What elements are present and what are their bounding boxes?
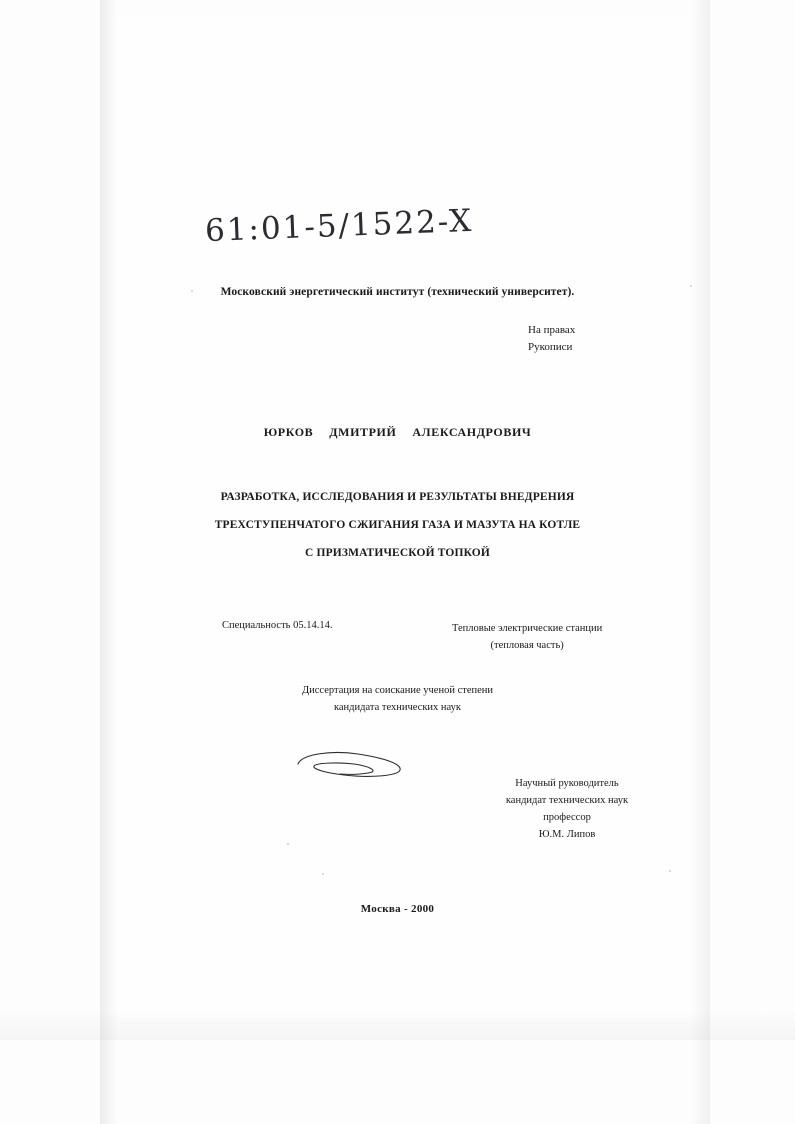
speciality-name: Тепловые электрические станции [452, 623, 603, 634]
supervisor-role: Научный руководитель [515, 778, 619, 789]
rights-line-2: Рукописи [528, 341, 573, 354]
title-line-3: С ПРИЗМАТИЧЕСКОЙ ТОПКОЙ [305, 547, 490, 560]
manuscript-rights-block [528, 322, 575, 356]
handwritten-signature [292, 748, 410, 784]
supervisor-rank: профессор [543, 812, 591, 823]
institute-name: Московский энергетический институт (технический университет). [220, 286, 575, 298]
scan-speck [669, 870, 671, 872]
degree-line-2: кандидата технических наук [333, 701, 462, 713]
scan-speck [322, 873, 324, 875]
degree-line-1: Диссертация на соискание ученой степени [301, 685, 494, 696]
city-and-year: Москва - 2000 [360, 903, 435, 915]
supervisor-block [452, 775, 682, 843]
author-first-name: ДМИТРИЙ [329, 425, 397, 439]
speciality-code: Специальность 05.14.14. [222, 620, 333, 631]
author-patronymic: АЛЕКСАНДРОВИЧ [412, 425, 532, 439]
degree-statement [0, 683, 795, 717]
supervisor-name: Ю.М. Липов [538, 829, 596, 840]
speciality-name-block [452, 620, 602, 655]
dissertation-title [0, 483, 795, 568]
author-last-name: ЮРКОВ [263, 425, 314, 439]
title-line-2: ТРЕХСТУПЕНЧАТОГО СЖИГАНИЯ ГАЗА И МАЗУТА НА КОТЛЕ [214, 519, 581, 532]
scan-speck [287, 843, 289, 845]
title-line-1: РАЗРАБОТКА, ИССЛЕДОВАНИЯ И РЕЗУЛЬТАТЫ ВНЕДРЕНИЯ [220, 491, 575, 503]
speciality-name-sub: (тепловая часть) [490, 640, 564, 652]
handwritten-archive-code: 61:01-5/1522-X [204, 202, 474, 250]
rights-line-1: На правах [528, 324, 576, 336]
supervisor-degree: кандидат технических наук [505, 795, 629, 806]
author-name [0, 425, 795, 440]
